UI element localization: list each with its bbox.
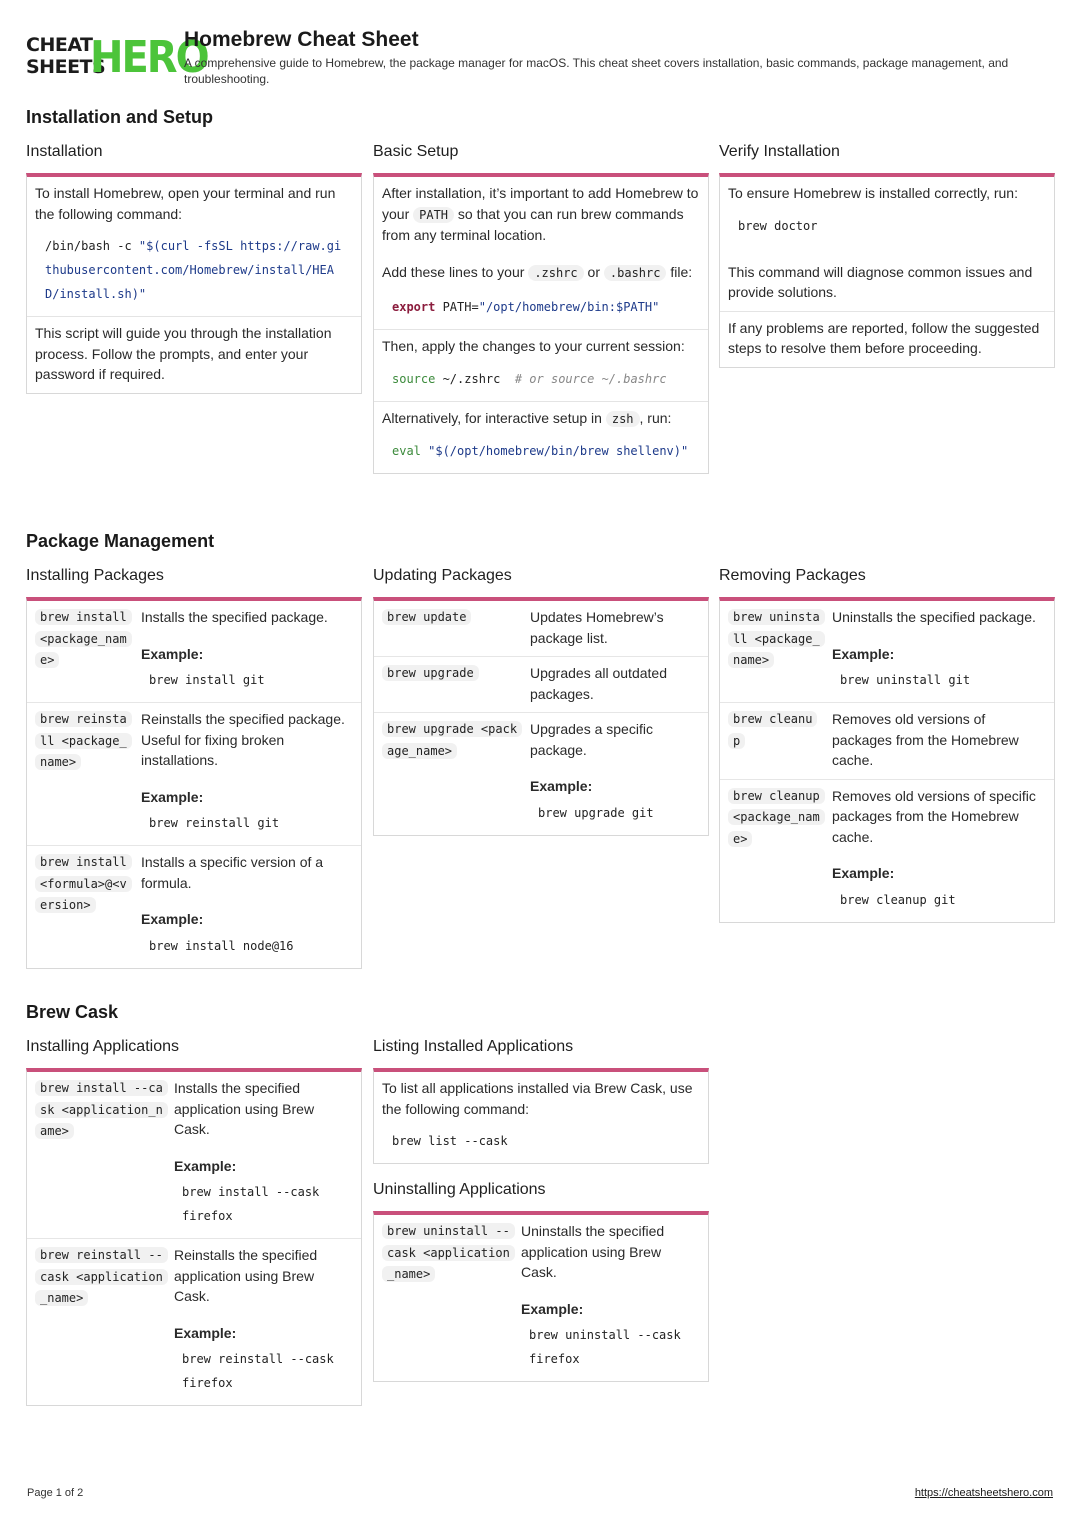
source-keyword: source [392,371,436,386]
row-description: Reinstalls the specified application using Brew Cask. [174,1247,318,1304]
table-row [720,779,1054,922]
command-cell [27,601,139,702]
command-cell [720,703,830,779]
uninstalling-apps-card [373,1211,709,1382]
listing-apps-card [373,1068,709,1164]
description-cell [528,601,708,656]
install-command-string: "$(curl -fsSL https://raw.githubusercontent.com/Homebrew/install/HEAD/install.sh)" [45,239,342,301]
command-cell [720,780,830,922]
description-cell [528,657,708,712]
description-cell [830,703,1054,779]
export-var: PATH= [435,300,479,314]
command-code[interactable]: brew reinstall <package_name> [35,711,132,770]
basic-setup-p2-a: Add these lines to your [382,263,529,280]
description-cell [139,703,361,845]
install-command-prefix: /bin/bash -c [45,239,139,253]
installation-column [26,141,362,394]
description-cell [139,846,361,968]
installation-note: This script will guide you through the installation process. Follow the prompts, and enter your password if required. [35,325,332,382]
row-description: Installs the specified application using Brew Cask. [174,1080,315,1137]
verify-p3: If any problems are reported, follow the suggested steps to resolve them before proceeding. [728,319,1040,356]
command-code[interactable]: brew install --cask <application_name> [35,1080,168,1139]
row-description: Upgrades all outdated packages. [530,665,667,702]
command-cell [27,1072,172,1238]
basic-setup-p1-b: so that you can run brew commands from any terminal location. [382,205,684,243]
example-label: Example: [141,788,204,805]
example-label: Example: [174,1324,237,1341]
export-keyword: export [392,300,436,314]
table-row [720,601,1054,702]
table-row [27,845,361,968]
verify-title: Verify Installation [719,143,840,160]
command-code[interactable]: brew uninstall --cask <application_name> [382,1223,515,1282]
basic-setup-card [373,173,709,474]
verify-p1: To ensure Homebrew is installed correctly, run: [728,185,1018,201]
description-cell [172,1239,361,1405]
page-title: Homebrew Cheat Sheet [184,28,419,51]
listing-apps-cell [374,1072,708,1163]
row-description: Upgrades a specific package. [530,721,653,758]
basic-setup-p1-a: After installation, it’s important to add Homebrew to your [382,185,699,222]
basic-setup-title: Basic Setup [373,143,459,160]
command-cell [374,713,528,835]
site-link[interactable]: https://cheatsheetshero.com [914,1487,1053,1499]
example-code[interactable]: brew install node@16 [149,938,294,953]
basic-setup-p2 [382,262,700,284]
row-description: Updates Homebrew’s package list. [530,609,664,646]
command-code[interactable]: brew uninstall <package_name> [728,609,825,668]
example-code[interactable]: brew cleanup git [840,892,956,907]
example-code[interactable]: brew uninstall git [840,673,971,687]
command-code[interactable]: brew update [382,609,471,625]
table-row [27,1238,361,1405]
command-cell [374,1215,519,1381]
installing-packages-title: Installing Packages [26,567,164,584]
example-label: Example: [832,645,895,662]
table-row [374,712,708,835]
example-label: Example: [530,778,593,794]
page-subtitle: A comprehensive guide to Homebrew, the package manager for macOS. This cheat sheet covers installation, basic commands, package management, and troubleshooting. [184,56,1009,86]
path-inline-code: PATH [413,207,454,223]
removing-packages-column [719,565,1055,923]
verify-card [719,173,1055,368]
table-row [27,702,361,845]
eval-shellenv-command[interactable] [382,435,700,465]
basic-setup-p4-a: Alternatively, for interactive setup in [382,409,606,426]
example-label: Example: [521,1300,584,1317]
example-code[interactable]: brew reinstall --cask firefox [182,1352,341,1390]
description-cell [528,713,708,835]
section-title-package-management: Package Management [26,531,215,551]
command-code[interactable]: brew cleanup <package_name> [728,788,825,847]
section-title-brew-cask: Brew Cask [26,1002,119,1022]
installation-card [26,173,362,394]
updating-packages-title: Updating Packages [373,567,512,584]
basic-setup-p1 [382,183,700,246]
eval-keyword: eval [392,444,421,458]
command-cell [27,846,139,968]
basic-setup-p4-b: , run: [639,409,672,426]
basic-setup-cell-2 [374,329,708,401]
eval-string: "$(/opt/homebrew/bin/brew shellenv)" [420,444,689,458]
verify-cell-2 [720,311,1054,367]
example-label: Example: [174,1157,237,1174]
installing-packages-column [26,565,362,969]
updating-packages-column [373,565,709,836]
removing-packages-title: Removing Packages [719,567,866,584]
row-description: Uninstalls the specified application using Brew Cask. [521,1223,665,1280]
example-code[interactable]: brew install git [149,673,265,687]
table-row [27,1072,361,1238]
source-command[interactable] [382,363,700,393]
command-cell [720,601,830,702]
basic-setup-cell-1 [374,177,708,329]
zshrc-inline-code: .zshrc [528,265,583,281]
row-description: Reinstalls the specified package. Useful for fixing broken installations. [141,711,345,768]
row-description: Removes old versions of packages from the Homebrew cache. [832,711,1019,768]
description-cell [830,601,1054,702]
installing-apps-card [26,1068,362,1406]
command-code[interactable]: brew cleanup [728,711,817,749]
row-description: Removes old versions of specific packages from the Homebrew cache. [832,787,1036,845]
table-row [374,601,708,656]
basic-setup-p2-mid: or [583,263,604,280]
example-label: Example: [141,911,204,927]
listing-apps-column [373,1036,709,1164]
install-command[interactable] [35,230,353,308]
table-row [720,702,1054,779]
command-code[interactable]: brew upgrade [382,665,479,681]
basic-setup-p4 [382,408,700,430]
export-value: "/opt/homebrew/bin:$PATH" [478,300,660,314]
example-code[interactable]: brew upgrade git [538,805,654,820]
brew-doctor-command[interactable]: brew doctor [738,218,818,233]
logo-cheat-text: CHEAT [26,34,93,56]
uninstalling-apps-column [373,1179,709,1382]
command-code[interactable]: brew reinstall --cask <application_name> [35,1247,168,1306]
export-path-command[interactable] [382,291,700,321]
row-description: Installs a specific version of a formula. [141,854,324,891]
table-row [27,601,361,702]
basic-setup-column [373,141,709,474]
uninstalling-apps-title: Uninstalling Applications [373,1181,546,1198]
brew-list-cask-command[interactable]: brew list --cask [392,1134,508,1148]
row-description: Installs the specified package. [141,609,328,625]
row-description: Uninstalls the specified package. [832,609,1036,625]
basic-setup-cell-3 [374,401,708,474]
installing-apps-column [26,1036,362,1406]
installing-apps-title: Installing Applications [26,1038,179,1055]
zsh-inline-code: zsh [606,411,640,427]
verify-cell-1 [720,177,1054,311]
page-number: Page 1 of 2 [27,1487,84,1499]
description-cell [519,1215,708,1381]
installation-title: Installation [26,143,103,160]
table-row [374,656,708,712]
example-code[interactable]: brew uninstall --cask firefox [529,1328,688,1366]
listing-apps-p1: To list all applications installed via Brew Cask, use the following command: [382,1080,693,1117]
bashrc-inline-code: .bashrc [604,265,667,281]
source-comment: # or source ~/.bashrc [514,371,667,386]
description-cell [172,1072,361,1238]
example-code[interactable]: brew install --cask firefox [182,1185,327,1223]
example-label: Example: [832,865,895,881]
installing-packages-card [26,597,362,969]
installation-intro: To install Homebrew, open your terminal and run the following command: [35,185,336,222]
verify-p2: This command will diagnose common issues and provide solutions. [728,263,1033,300]
command-code[interactable]: brew install <package_name> [35,609,132,668]
example-code[interactable]: brew reinstall git [149,816,280,830]
command-cell [374,601,528,656]
table-row [374,1215,708,1381]
command-code[interactable]: brew upgrade <package_name> [382,721,522,759]
description-cell [830,780,1054,922]
removing-packages-card [719,597,1055,923]
verify-column [719,141,1055,368]
logo-sheets-text: SHEETS [26,56,106,78]
cheatsheets-hero-logo [26,33,208,83]
command-code[interactable]: brew install <formula>@<version> [35,854,132,913]
basic-setup-p3: Then, apply the changes to your current session: [382,338,685,354]
listing-apps-title: Listing Installed Applications [373,1038,574,1055]
description-cell [139,601,361,702]
source-file: ~/.zshrc [435,371,515,386]
command-cell [374,657,528,712]
installation-intro-cell [27,177,361,316]
basic-setup-p2-b: file: [666,263,693,280]
installation-note-cell [27,316,361,393]
command-cell [27,703,139,845]
updating-packages-card [373,597,709,836]
example-label: Example: [141,645,204,662]
logo-hero-text: HERO [90,33,208,83]
section-title-setup: Installation and Setup [26,107,214,127]
command-cell [27,1239,172,1405]
